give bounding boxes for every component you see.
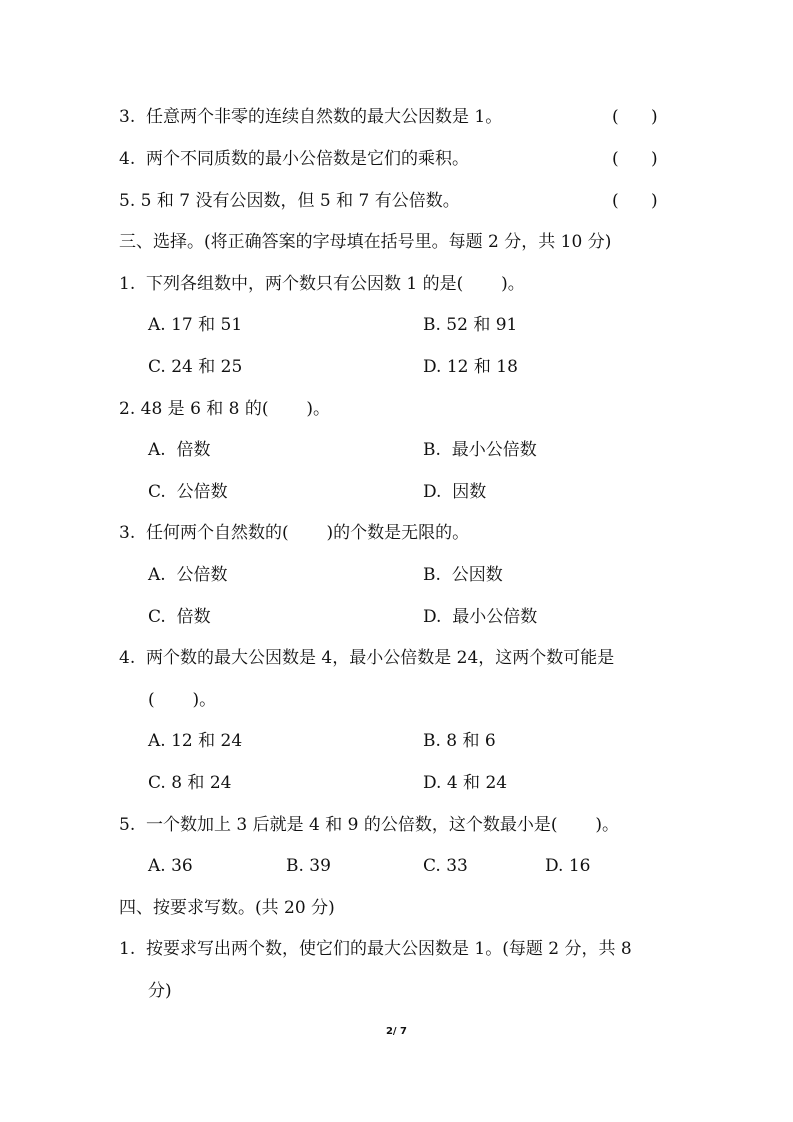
option-a: A. 倍数 xyxy=(148,440,211,460)
judge-item-text: 4. 两个不同质数的最小公倍数是它们的乘积。 xyxy=(119,149,470,169)
answer-paren: ( ) xyxy=(612,149,658,169)
option-c: C. 公倍数 xyxy=(148,482,228,502)
question-stem-text: 3. 任何两个自然数的( )的个数是无限的。 xyxy=(119,523,470,543)
option-d: D. 最小公倍数 xyxy=(423,607,538,627)
section-3-heading xyxy=(0,230,793,278)
option-a: A. 12 和 24 xyxy=(148,731,243,751)
section-4-question-1-continued xyxy=(0,979,793,1027)
option-a: A. 36 xyxy=(148,856,193,876)
option-b: B. 39 xyxy=(286,856,331,876)
option-d: D. 16 xyxy=(545,856,591,876)
question-stem-text: ( )。 xyxy=(148,690,217,710)
option-d: D. 12 和 18 xyxy=(423,357,518,377)
question-stem-text: 1. 下列各组数中，两个数只有公因数 1 的是( )。 xyxy=(119,274,525,294)
question-3-stem xyxy=(0,521,793,569)
option-b: B. 最小公倍数 xyxy=(423,440,537,460)
option-c: C. 24 和 25 xyxy=(148,357,243,377)
option-d: D. 4 和 24 xyxy=(423,773,508,793)
option-c: C. 33 xyxy=(423,856,468,876)
page-number: 2/ 7 xyxy=(385,1026,408,1037)
question-stem-text: 分) xyxy=(148,981,172,1001)
option-a: A. 17 和 51 xyxy=(148,315,243,335)
question-stem-text: 4. 两个数的最大公因数是 4，最小公倍数是 24，这两个数可能是 xyxy=(119,648,615,668)
option-b: B. 公因数 xyxy=(423,565,503,585)
answer-paren: ( ) xyxy=(612,191,658,211)
section-heading-text: 四、按要求写数。(共 20 分) xyxy=(119,898,335,918)
question-4-stem xyxy=(0,646,793,694)
section-4-question-1 xyxy=(0,937,793,985)
option-c: C. 倍数 xyxy=(148,607,211,627)
question-stem-text: 5. 一个数加上 3 后就是 4 和 9 的公倍数，这个数最小是( )。 xyxy=(119,815,619,835)
option-a: A. 公倍数 xyxy=(148,565,228,585)
question-stem-text: 2. 48 是 6 和 8 的( )。 xyxy=(119,399,330,419)
answer-paren: ( ) xyxy=(612,107,658,127)
option-c: C. 8 和 24 xyxy=(148,773,232,793)
judge-item-text: 3. 任意两个非零的连续自然数的最大公因数是 1。 xyxy=(119,107,503,127)
question-stem-text: 1. 按要求写出两个数，使它们的最大公因数是 1。(每题 2 分，共 8 xyxy=(119,939,632,959)
option-b: B. 8 和 6 xyxy=(423,731,496,751)
option-b: B. 52 和 91 xyxy=(423,315,518,335)
judge-item-text: 5. 5 和 7 没有公因数，但 5 和 7 有公倍数。 xyxy=(119,191,460,211)
section-heading-text: 三、选择。(将正确答案的字母填在括号里。每题 2 分，共 10 分) xyxy=(119,232,612,252)
option-d: D. 因数 xyxy=(423,482,487,502)
